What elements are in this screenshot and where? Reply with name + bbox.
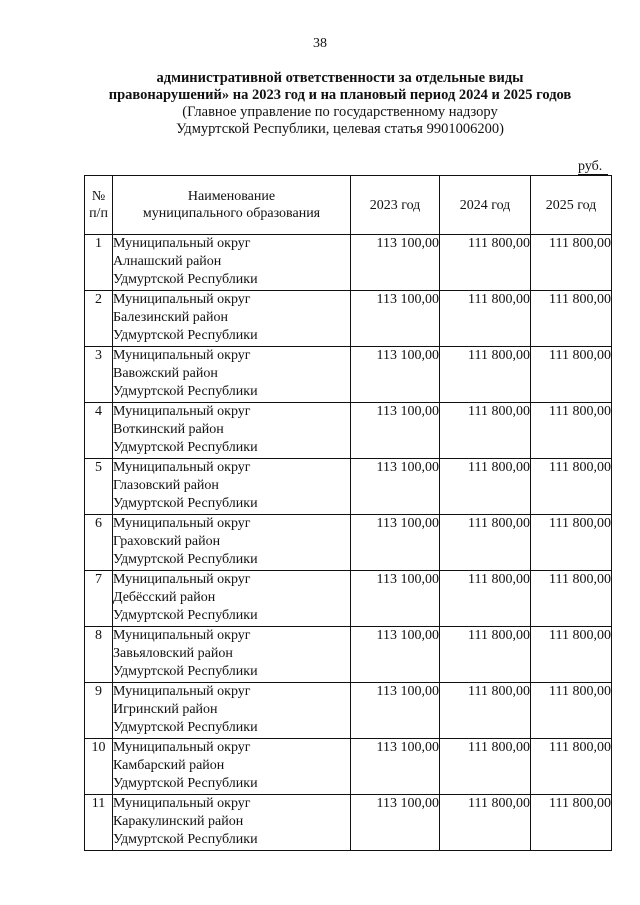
title-line-4: Удмуртской Республики, целевая статья 9901006200) bbox=[176, 121, 504, 137]
amount-2023: 113 100,00 bbox=[351, 683, 440, 739]
amount-2023: 113 100,00 bbox=[351, 739, 440, 795]
municipality-name-line3: Удмуртской Республики bbox=[113, 384, 258, 399]
municipality-name bbox=[113, 235, 351, 291]
currency-unit: руб. bbox=[578, 159, 603, 174]
row-number: 8 bbox=[85, 627, 113, 683]
amount-2024: 111 800,00 bbox=[440, 235, 531, 291]
municipality-name-line1: Муниципальный округ bbox=[113, 684, 251, 699]
row-number: 2 bbox=[85, 291, 113, 347]
header-2023: 2023 год bbox=[351, 176, 440, 235]
title-line-3: (Главное управление по государственному надзору bbox=[182, 104, 498, 120]
municipality-name-line1: Муниципальный округ bbox=[113, 740, 251, 755]
amount-2024: 111 800,00 bbox=[440, 683, 531, 739]
table-row bbox=[85, 683, 612, 739]
municipality-name-line2: Алнашский район bbox=[113, 254, 222, 269]
row-number: 1 bbox=[85, 235, 113, 291]
municipality-name-line1: Муниципальный округ bbox=[113, 348, 251, 363]
amount-2024: 111 800,00 bbox=[440, 459, 531, 515]
table-header-row bbox=[85, 176, 612, 235]
amount-2024: 111 800,00 bbox=[440, 403, 531, 459]
amount-2025: 111 800,00 bbox=[531, 627, 612, 683]
municipality-name-line3: Удмуртской Республики bbox=[113, 832, 258, 847]
municipality-name-line2: Камбарский район bbox=[113, 758, 225, 773]
municipality-name-line1: Муниципальный округ bbox=[113, 572, 251, 587]
row-number: 3 bbox=[85, 347, 113, 403]
municipality-name-line2: Каракулинский район bbox=[113, 814, 244, 829]
row-number: 5 bbox=[85, 459, 113, 515]
amount-2024: 111 800,00 bbox=[440, 515, 531, 571]
municipality-name-line3: Удмуртской Республики bbox=[113, 272, 258, 287]
municipality-name bbox=[113, 795, 351, 851]
municipality-name-line1: Муниципальный округ bbox=[113, 516, 251, 531]
table-row bbox=[85, 291, 612, 347]
header-name-line2: муниципального образования bbox=[142, 206, 321, 221]
municipality-name-line3: Удмуртской Республики bbox=[113, 552, 258, 567]
amount-2024: 111 800,00 bbox=[440, 795, 531, 851]
title-line-1: административной ответственности за отдельные виды bbox=[156, 70, 524, 86]
amount-2023: 113 100,00 bbox=[351, 459, 440, 515]
municipality-name-line3: Удмуртской Республики bbox=[113, 720, 258, 735]
amount-2025: 111 800,00 bbox=[531, 683, 612, 739]
amount-2025: 111 800,00 bbox=[531, 403, 612, 459]
municipality-name-line1: Муниципальный округ bbox=[113, 460, 251, 475]
municipality-name bbox=[113, 627, 351, 683]
table-row bbox=[85, 739, 612, 795]
amount-2025: 111 800,00 bbox=[531, 739, 612, 795]
header-2024: 2024 год bbox=[440, 176, 531, 235]
municipality-name-line2: Балезинский район bbox=[113, 310, 228, 325]
municipality-name-line2: Игринский район bbox=[113, 702, 218, 717]
amount-2024: 111 800,00 bbox=[440, 627, 531, 683]
amount-2023: 113 100,00 bbox=[351, 627, 440, 683]
municipality-name-line3: Удмуртской Республики bbox=[113, 328, 258, 343]
header-number bbox=[85, 176, 113, 235]
amount-2025: 111 800,00 bbox=[531, 235, 612, 291]
amount-2024: 111 800,00 bbox=[440, 739, 531, 795]
municipality-name-line2: Вавожский район bbox=[113, 366, 218, 381]
amount-2023: 113 100,00 bbox=[351, 403, 440, 459]
table-row bbox=[85, 571, 612, 627]
municipality-name-line3: Удмуртской Республики bbox=[113, 664, 258, 679]
document-title bbox=[60, 70, 620, 138]
municipality-name-line2: Граховский район bbox=[113, 534, 221, 549]
header-name bbox=[113, 176, 351, 235]
table-row bbox=[85, 403, 612, 459]
allocation-table bbox=[84, 175, 612, 851]
table-row bbox=[85, 515, 612, 571]
amount-2023: 113 100,00 bbox=[351, 515, 440, 571]
amount-2025: 111 800,00 bbox=[531, 795, 612, 851]
row-number: 10 bbox=[85, 739, 113, 795]
municipality-name-line2: Дебёсский район bbox=[113, 590, 216, 605]
amount-2025: 111 800,00 bbox=[531, 515, 612, 571]
row-number: 7 bbox=[85, 571, 113, 627]
municipality-name-line2: Воткинский район bbox=[113, 422, 224, 437]
municipality-name-line1: Муниципальный округ bbox=[113, 236, 251, 251]
amount-2025: 111 800,00 bbox=[531, 291, 612, 347]
page-number: 38 bbox=[313, 36, 327, 51]
table-row bbox=[85, 459, 612, 515]
amount-2024: 111 800,00 bbox=[440, 291, 531, 347]
amount-2023: 113 100,00 bbox=[351, 347, 440, 403]
amount-2025: 111 800,00 bbox=[531, 571, 612, 627]
municipality-name bbox=[113, 291, 351, 347]
municipality-name bbox=[113, 739, 351, 795]
amount-2024: 111 800,00 bbox=[440, 347, 531, 403]
row-number: 6 bbox=[85, 515, 113, 571]
municipality-name-line2: Завьяловский район bbox=[113, 646, 233, 661]
municipality-name-line3: Удмуртской Республики bbox=[113, 776, 258, 791]
title-line-2: правонарушений» на 2023 год и на плановый период 2024 и 2025 годов bbox=[108, 87, 572, 103]
amount-2024: 111 800,00 bbox=[440, 571, 531, 627]
municipality-name-line3: Удмуртской Республики bbox=[113, 608, 258, 623]
table-body bbox=[85, 235, 612, 851]
header-name-line1: Наименование bbox=[187, 189, 276, 204]
amount-2025: 111 800,00 bbox=[531, 459, 612, 515]
row-number: 11 bbox=[85, 795, 113, 851]
header-2025: 2025 год bbox=[531, 176, 612, 235]
amount-2023: 113 100,00 bbox=[351, 571, 440, 627]
municipality-name-line1: Муниципальный округ bbox=[113, 796, 251, 811]
row-number: 4 bbox=[85, 403, 113, 459]
table-row bbox=[85, 627, 612, 683]
table-row bbox=[85, 795, 612, 851]
municipality-name bbox=[113, 571, 351, 627]
municipality-name bbox=[113, 683, 351, 739]
municipality-name bbox=[113, 403, 351, 459]
amount-2025: 111 800,00 bbox=[531, 347, 612, 403]
amount-2023: 113 100,00 bbox=[351, 291, 440, 347]
municipality-name-line3: Удмуртской Республики bbox=[113, 496, 258, 511]
municipality-name bbox=[113, 459, 351, 515]
table-row bbox=[85, 347, 612, 403]
municipality-name-line1: Муниципальный округ bbox=[113, 292, 251, 307]
amount-2023: 113 100,00 bbox=[351, 795, 440, 851]
amount-2023: 113 100,00 bbox=[351, 235, 440, 291]
municipality-name-line1: Муниципальный округ bbox=[113, 404, 251, 419]
municipality-name-line1: Муниципальный округ bbox=[113, 628, 251, 643]
table-row bbox=[85, 235, 612, 291]
header-number-line2: п/п bbox=[89, 206, 108, 221]
municipality-name bbox=[113, 347, 351, 403]
municipality-name bbox=[113, 515, 351, 571]
header-number-line1: № bbox=[91, 189, 106, 204]
row-number: 9 bbox=[85, 683, 113, 739]
municipality-name-line3: Удмуртской Республики bbox=[113, 440, 258, 455]
municipality-name-line2: Глазовский район bbox=[113, 478, 219, 493]
